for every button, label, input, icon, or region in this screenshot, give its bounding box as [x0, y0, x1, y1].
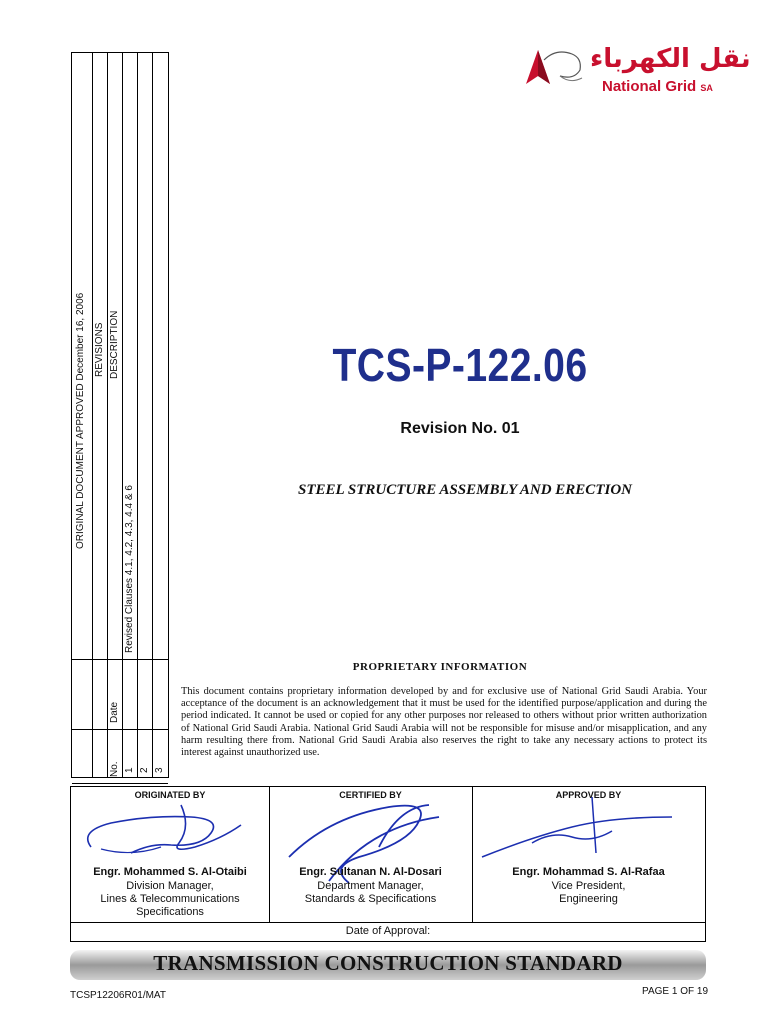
logo-english-suffix: SA [700, 83, 713, 93]
originated-label: ORIGINATED BY [134, 790, 206, 800]
originated-role-1: Division Manager, [126, 880, 214, 892]
rev-divider [72, 783, 168, 784]
logo-english-name: National Grid [602, 78, 697, 95]
page-number: PAGE 1 OF 19 [642, 986, 708, 997]
approved-role-1: Vice President, [551, 880, 626, 892]
logo-arrow-icon [516, 40, 596, 120]
document-title: STEEL STRUCTURE ASSEMBLY AND ERECTION [298, 482, 632, 498]
approved-signature [472, 787, 705, 867]
rev-divider [72, 659, 168, 660]
no-header: No. [109, 761, 120, 777]
logo-english-text [602, 78, 713, 95]
proprietary-heading: PROPRIETARY INFORMATION [352, 661, 528, 673]
revisions-heading: REVISIONS [94, 322, 105, 377]
proprietary-body: This document contains proprietary information developed by and for exclusive use of National Grid Saudi Arabia. Your acceptance of the document is an acknowledgement that it must be used for the identified purpose/application and during the period indicated. It cannot be used or copied for any other purposes nor released to others without prior written authorization of National Grid Saudi Arabia. National Grid Saudi Arabia will not be responsible for misuse and/or misapplication, and any harm resulting there from. National Grid Saudi Arabia also reserves the right to take any necessary actions to protect its interest against unauthorized use. [181, 686, 707, 759]
rev-divider [137, 53, 138, 777]
approval-divider [71, 922, 705, 923]
rev-divider [107, 53, 108, 777]
document-code: TCS-P-122.06 [332, 339, 588, 391]
date-of-approval: Date of Approval: [345, 925, 431, 937]
rev-divider [122, 53, 123, 777]
national-grid-logo [516, 40, 751, 120]
rev-divider [72, 729, 168, 730]
standard-banner [70, 948, 706, 982]
approved-role-2: Engineering [559, 893, 618, 905]
document-reference: TCSP12206R01/MAT [70, 990, 166, 1001]
approved-label: APPROVED BY [555, 790, 622, 800]
revision-number: Revision No. 01 [400, 420, 520, 437]
logo-arabic-text: نقل الكهرباء [590, 44, 751, 74]
originated-name: Engr. Mohammed S. Al-Otaibi [93, 866, 247, 878]
originated-role-3: Specifications [136, 906, 204, 918]
banner-text: TRANSMISSION CONSTRUCTION STANDARD [153, 951, 623, 975]
certified-role-1: Department Manager, [317, 880, 424, 892]
signature-box [70, 786, 706, 942]
revision-number-1: 1 [124, 767, 135, 773]
certified-name: Engr. Sultanan N. Al-Dosari [299, 866, 442, 878]
certified-label: CERTIFIED BY [339, 790, 402, 800]
description-entry: Revised Clauses 4.1, 4.2, 4.3, 4.4 & 6 [124, 485, 135, 653]
original-approved-date: ORIGINAL DOCUMENT APPROVED December 16, 2006 [75, 292, 86, 549]
rev-divider [152, 53, 153, 777]
originated-role-2: Lines & Telecommunications [100, 893, 240, 905]
approved-name: Engr. Mohammad S. Al-Rafaa [512, 866, 665, 878]
revision-number-3: 3 [154, 767, 165, 773]
certified-role-2: Standards & Specifications [304, 893, 437, 905]
description-header: DESCRIPTION [109, 310, 120, 379]
date-header: Date [109, 701, 120, 723]
approved-column [472, 787, 705, 922]
revisions-table [71, 52, 169, 778]
rev-divider [92, 53, 93, 777]
certified-column [269, 787, 473, 922]
originated-column [71, 787, 270, 922]
revision-number-2: 2 [139, 767, 150, 773]
originated-signature [71, 787, 269, 867]
